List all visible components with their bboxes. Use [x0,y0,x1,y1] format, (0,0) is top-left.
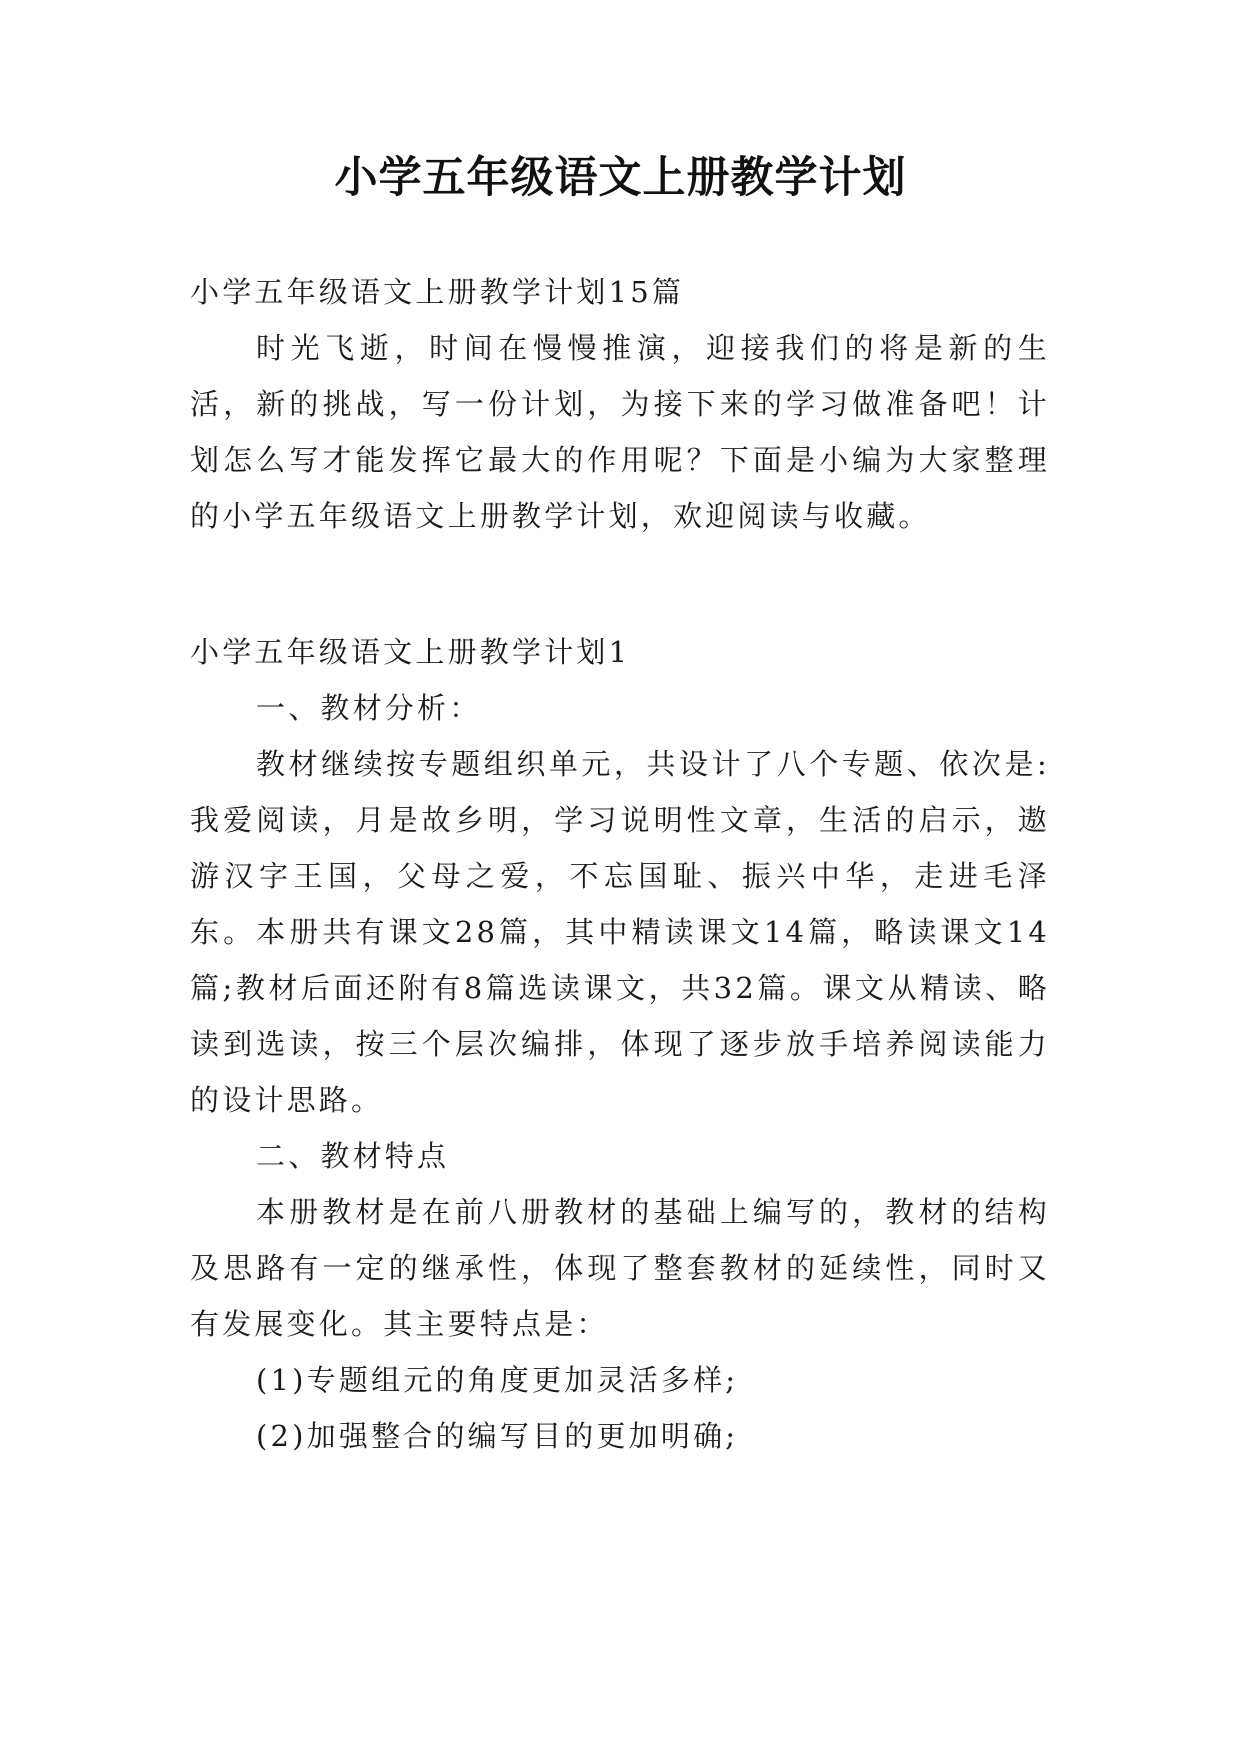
list-item: (1)专题组元的角度更加灵活多样; [256,1363,739,1397]
features-paragraph: 本册教材是在前八册教材的基础上编写的，教材的结构及思路有一定的继承性，体现了整套教材的延续性，同时又有发展变化。其主要特点是： [190,1195,1050,1341]
document-subtitle: 小学五年级语文上册教学计划15篇 [190,275,685,309]
part-heading-analysis: 一、教材分析： [256,691,482,725]
intro-paragraph: 时光飞逝，时间在慢慢推演，迎接我们的将是新的生活，新的挑战，写一份计划，为接下来的学习做准备吧！计划怎么写才能发挥它最大的作用呢？下面是小编为大家整理的小学五年级语文上册教学计划，欢迎阅读与收藏。 [190,331,1050,533]
analysis-paragraph: 教材继续按专题组织单元，共设计了八个专题、依次是:我爱阅读，月是故乡明，学习说明性文章，生活的启示，遨游汉字王国，父母之爱，不忘国耻、振兴中华，走进毛泽东。本册共有课文28篇，其中精读课文14篇，略读课文14篇;教材后面还附有8篇选读课文，共32篇。课文从精读、略读到选读，按三个层次编排，体现了逐步放手培养阅读能力的设计思路。 [190,747,1050,1117]
section-1 [190,624,1050,1464]
list-item: (2)加强整合的编写目的更加明确; [256,1419,739,1453]
part-heading-features: 二、教材特点 [256,1139,450,1173]
document-title: 小学五年级语文上册教学计划 [334,153,907,203]
intro-block [190,264,1050,544]
section-heading: 小学五年级语文上册教学计划1 [190,635,631,669]
